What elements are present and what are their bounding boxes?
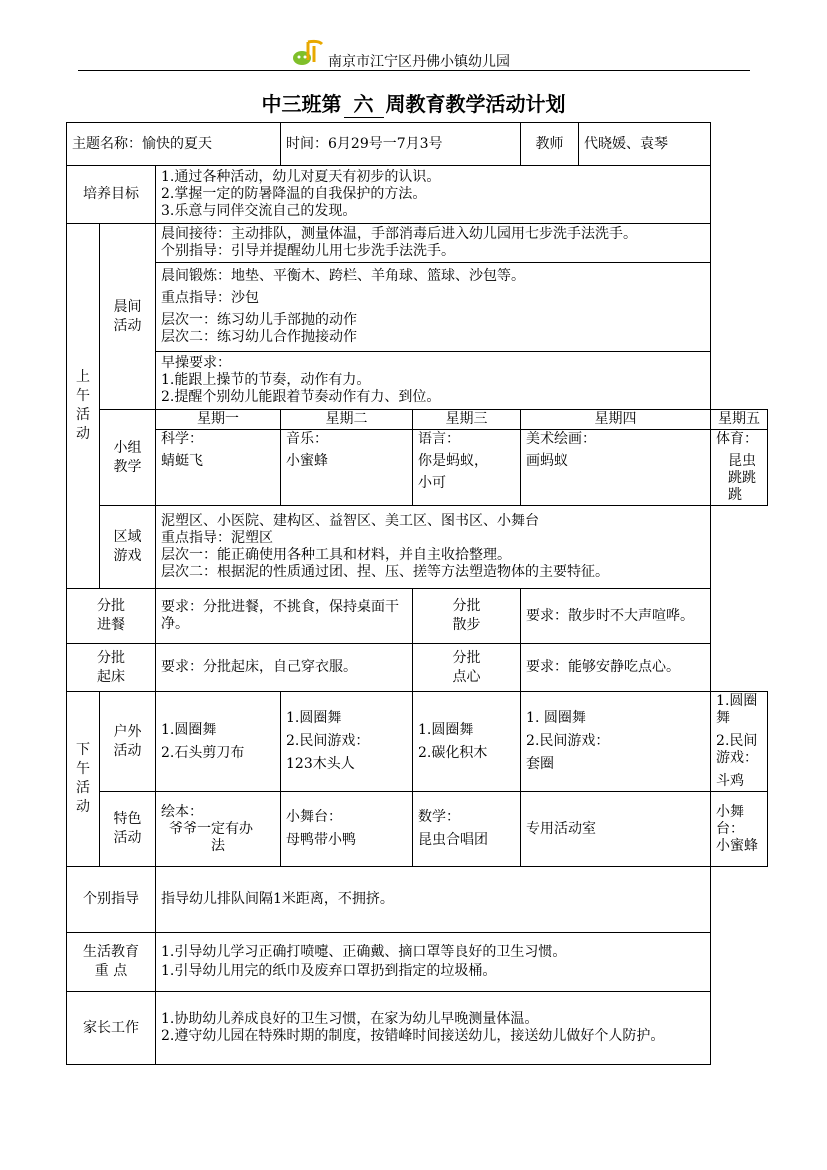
goals-label: 培养目标 bbox=[67, 166, 156, 224]
life-content: 1.引导幼儿学习正确打喷嚏、正确戴、摘口罩等良好的卫生习惯。 1.引导幼儿用完的纸巾及废弃口罩扔到指定的垃圾桶。 bbox=[156, 933, 711, 992]
nap-label: 分批起床 bbox=[67, 644, 156, 692]
group-thu: 美术绘画： 画蚂蚁 bbox=[521, 430, 711, 506]
group-tue: 音乐： 小蜜蜂 bbox=[281, 430, 413, 506]
chen-label: 晨间活动 bbox=[100, 224, 156, 410]
area-label: 区域游戏 bbox=[100, 506, 156, 589]
individual-label: 个别指导 bbox=[67, 867, 156, 933]
afternoon-label: 下午活动 bbox=[67, 692, 100, 867]
morning-label: 上午活动 bbox=[67, 224, 100, 589]
teacher-names: 代晓媛、袁琴 bbox=[579, 123, 711, 166]
reception-cell: 晨间接待：主动排队，测量体温，手部消毒后进入幼儿园用七步洗手法洗手。 个别指导：引导并提醒幼儿用七步洗手法洗手。 bbox=[156, 224, 711, 263]
outdoor-label: 户外活动 bbox=[100, 692, 156, 792]
group-label: 小组教学 bbox=[100, 410, 156, 506]
outdoor-fri: 1.圆圈舞 2.民间游戏： 斗鸡 bbox=[711, 692, 768, 792]
weekday-tue: 星期二 bbox=[281, 410, 413, 430]
weekday-wed: 星期三 bbox=[413, 410, 521, 430]
special-wed: 数学： 昆虫合唱团 bbox=[413, 792, 521, 867]
snack-label: 分批点心 bbox=[413, 644, 521, 692]
kindergarten-logo-icon bbox=[288, 38, 328, 68]
life-label: 生活教育重 点 bbox=[67, 933, 156, 992]
parents-label: 家长工作 bbox=[67, 992, 156, 1065]
goals-content: 1.通过各种活动，幼儿对夏天有初步的认识。 2.掌握一定的防暑降温的自我保护的方法。 3.乐意与同伴交流自己的发现。 bbox=[156, 166, 711, 224]
outdoor-wed: 1.圆圈舞 2.碳化积木 bbox=[413, 692, 521, 792]
week-number: 六 bbox=[344, 88, 384, 118]
weekday-mon: 星期一 bbox=[156, 410, 281, 430]
weekday-thu: 星期四 bbox=[521, 410, 711, 430]
weekday-fri: 星期五 bbox=[711, 410, 768, 430]
special-thu: 专用活动室 bbox=[521, 792, 711, 867]
walk-label: 分批散步 bbox=[413, 589, 521, 644]
area-cell: 泥塑区、小医院、建构区、益智区、美工区、图书区、小舞台 重点指导：泥塑区 层次一：能正确使用各种工具和材料，并自主收拾整理。 层次二：根据泥的性质通过团、捏、压、搓等方法塑造物体的主要特征。 bbox=[156, 506, 711, 589]
group-fri: 体育： 昆虫跳跳跳 bbox=[711, 430, 768, 506]
parents-content: 1.协助幼儿养成良好的卫生习惯，在家为幼儿早晚测量体温。 2.遵守幼儿园在特殊时期的制度，按错峰时间接送幼儿，接送幼儿做好个人防护。 bbox=[156, 992, 711, 1065]
drill-cell: 早操要求： 1.能跟上操节的节奏，动作有力。 2.提醒个别幼儿能跟着节奏动作有力、到位。 bbox=[156, 352, 711, 410]
group-mon: 科学： 蜻蜓飞 bbox=[156, 430, 281, 506]
group-wed: 语言： 你是蚂蚁， 小可 bbox=[413, 430, 521, 506]
outdoor-thu: 1. 圆圈舞 2.民间游戏： 套圈 bbox=[521, 692, 711, 792]
teacher-label: 教师 bbox=[521, 123, 579, 166]
special-label: 特色活动 bbox=[100, 792, 156, 867]
page-header bbox=[78, 38, 750, 71]
school-name: 南京市江宁区丹佛小镇幼儿园 bbox=[328, 54, 510, 70]
outdoor-mon: 1.圆圈舞 2.石头剪刀布 bbox=[156, 692, 281, 792]
outdoor-tue: 1.圆圈舞 2.民间游戏： 123木头人 bbox=[281, 692, 413, 792]
meal-req: 要求：分批进餐，不挑食，保持桌面干净。 bbox=[156, 589, 413, 644]
meal-label: 分批进餐 bbox=[67, 589, 156, 644]
special-fri: 小舞台： 小蜜蜂 bbox=[711, 792, 768, 867]
snack-req: 要求：能够安静吃点心。 bbox=[521, 644, 711, 692]
plan-table bbox=[66, 122, 768, 1065]
walk-req: 要求：散步时不大声喧哗。 bbox=[521, 589, 711, 644]
page-title: 中三班第 六 周教育教学活动计划 bbox=[0, 88, 827, 118]
time-cell: 时间：6月29号一7月3号 bbox=[281, 123, 521, 166]
special-mon: 绘本： 爷爷一定有办 法 bbox=[156, 792, 281, 867]
individual-text: 指导幼儿排队间隔1米距离，不拥挤。 bbox=[156, 867, 711, 933]
special-tue: 小舞台： 母鸭带小鸭 bbox=[281, 792, 413, 867]
nap-req: 要求：分批起床，自己穿衣服。 bbox=[156, 644, 413, 692]
exercise-cell: 晨间锻炼：地垫、平衡木、跨栏、羊角球、篮球、沙包等。 重点指导：沙包 层次一：练习幼儿手部抛的动作 层次二：练习幼儿合作抛接动作 bbox=[156, 263, 711, 352]
theme-cell: 主题名称：愉快的夏天 bbox=[67, 123, 281, 166]
